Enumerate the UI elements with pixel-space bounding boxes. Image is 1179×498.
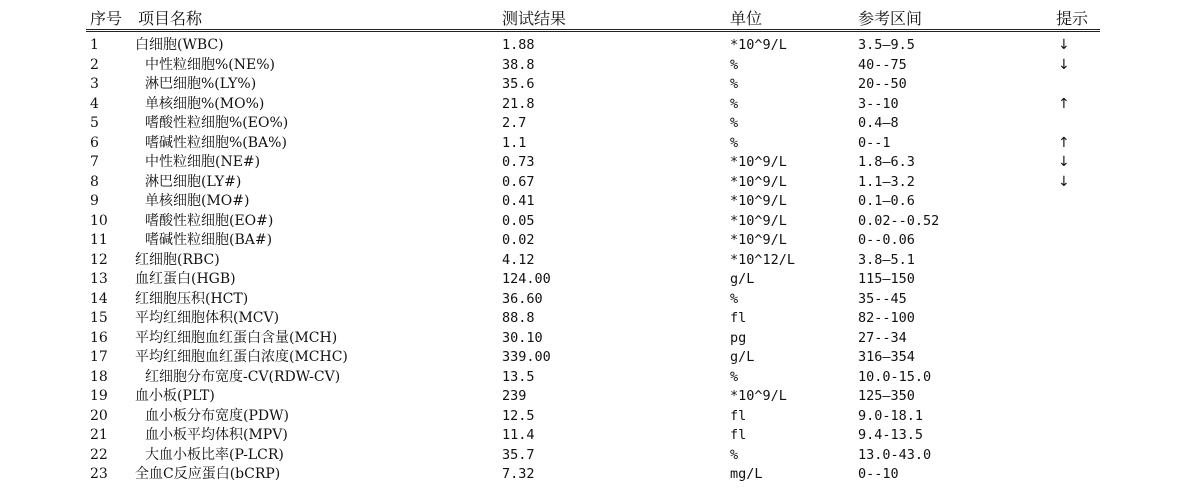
row-number: 8 — [90, 173, 99, 190]
row-number: 2 — [90, 56, 99, 73]
table-row — [0, 173, 1179, 192]
table-row — [0, 75, 1179, 94]
unit: *10^9/L — [730, 212, 787, 229]
item-name: 血小板(PLT) — [135, 388, 215, 404]
reference-range: 0.1—0.6 — [858, 193, 915, 209]
item-name: 平均红细胞血红蛋白含量(MCH) — [135, 329, 338, 346]
table-row — [0, 153, 1179, 172]
row-number: 16 — [90, 329, 108, 346]
test-result: 239 — [502, 388, 527, 404]
unit: % — [730, 368, 739, 385]
unit: *10^9/L — [730, 37, 787, 53]
row-number: 17 — [90, 349, 108, 365]
table-row — [0, 426, 1179, 445]
reference-range: 1.1—3.2 — [858, 173, 915, 190]
unit: fl — [730, 407, 747, 424]
row-number: 7 — [90, 154, 99, 170]
test-result: 339.00 — [502, 349, 551, 365]
row-number: 22 — [90, 446, 108, 463]
row-number: 13 — [90, 271, 108, 287]
flag-arrow-icon: ↓ — [1058, 154, 1070, 170]
table-row — [0, 95, 1179, 114]
unit: *10^9/L — [730, 154, 787, 170]
test-result: 0.05 — [502, 212, 535, 229]
unit: g/L — [730, 349, 755, 365]
item-name: 淋巴细胞(LY#) — [145, 173, 242, 190]
reference-range: 10.0-15.0 — [858, 368, 932, 385]
flag-arrow-icon: ↓ — [1058, 173, 1070, 190]
item-name: 单核细胞(MO#) — [145, 193, 250, 209]
reference-range: 0--1 — [858, 134, 891, 151]
test-result: 11.4 — [502, 427, 535, 443]
flag-arrow-icon: ↓ — [1058, 37, 1070, 53]
item-name: 淋巴细胞%(LY%) — [145, 76, 257, 92]
table-row — [0, 368, 1179, 387]
item-name: 单核细胞%(MO%) — [145, 95, 265, 112]
table-row — [0, 407, 1179, 426]
row-number: 10 — [90, 212, 108, 229]
row-number: 20 — [90, 407, 108, 424]
item-name: 血小板平均体积(MPV) — [145, 427, 288, 443]
unit: mg/L — [730, 466, 763, 482]
item-name: 红细胞分布宽度-CV(RDW-CV) — [145, 368, 341, 385]
unit: *10^12/L — [730, 251, 796, 268]
header-rule-bottom — [86, 31, 1100, 32]
test-result: 13.5 — [502, 368, 535, 385]
test-result: 1.1 — [502, 134, 527, 151]
row-number: 1 — [90, 37, 99, 53]
table-row — [0, 231, 1179, 250]
test-result: 0.02 — [502, 232, 535, 248]
row-number: 4 — [90, 95, 99, 112]
row-number: 14 — [90, 290, 108, 307]
reference-range: 3.5—9.5 — [858, 37, 915, 53]
unit: % — [730, 56, 739, 73]
unit: *10^9/L — [730, 388, 787, 404]
test-result: 0.67 — [502, 173, 535, 190]
test-result: 0.41 — [502, 193, 535, 209]
table-row — [0, 309, 1179, 328]
unit: pg — [730, 329, 747, 346]
table-row — [0, 348, 1179, 367]
reference-range: 125—350 — [858, 388, 915, 404]
header-flag: 提示 — [1056, 9, 1089, 28]
table-row — [0, 192, 1179, 211]
test-result: 7.32 — [502, 466, 535, 482]
unit: *10^9/L — [730, 193, 787, 209]
reference-range: 0.4—8 — [858, 115, 899, 131]
item-name: 嗜酸性粒细胞(EO#) — [145, 212, 274, 229]
item-name: 平均红细胞体积(MCV) — [135, 310, 280, 326]
table-row — [0, 270, 1179, 289]
flag-arrow-icon: ↑ — [1058, 95, 1070, 112]
flag-arrow-icon: ↓ — [1058, 56, 1070, 73]
reference-range: 0--10 — [858, 466, 899, 482]
item-name: 嗜碱性粒细胞%(BA%) — [145, 134, 287, 151]
unit: g/L — [730, 271, 755, 287]
item-name: 血小板分布宽度(PDW) — [145, 407, 289, 424]
test-result: 4.12 — [502, 251, 535, 268]
reference-range: 27--34 — [858, 329, 907, 346]
reference-range: 3--10 — [858, 95, 899, 112]
item-name: 嗜碱性粒细胞(BA#) — [145, 232, 273, 248]
row-number: 12 — [90, 251, 108, 268]
test-result: 124.00 — [502, 271, 551, 287]
table-row — [0, 290, 1179, 309]
header-reference: 参考区间 — [858, 9, 923, 28]
item-name: 血红蛋白(HGB) — [135, 271, 236, 287]
table-row — [0, 212, 1179, 231]
table-header — [90, 6, 1100, 30]
table-row — [0, 56, 1179, 75]
reference-range: 35--45 — [858, 290, 907, 307]
table-row — [0, 251, 1179, 270]
test-result: 38.8 — [502, 56, 535, 73]
row-number: 21 — [90, 427, 108, 443]
unit: % — [730, 446, 739, 463]
unit: % — [730, 134, 739, 151]
item-name: 中性粒细胞%(NE%) — [145, 56, 275, 73]
test-result: 0.73 — [502, 154, 535, 170]
header-no: 序号 — [90, 9, 123, 28]
row-number: 15 — [90, 310, 108, 326]
unit: % — [730, 115, 739, 131]
row-number: 3 — [90, 76, 99, 92]
reference-range: 1.8—6.3 — [858, 154, 915, 170]
table-row — [0, 465, 1179, 484]
reference-range: 0.02--0.52 — [858, 212, 940, 229]
row-number: 9 — [90, 193, 99, 209]
header-name: 项目名称 — [138, 9, 203, 28]
test-result: 30.10 — [502, 329, 543, 346]
table-row — [0, 387, 1179, 406]
item-name: 中性粒细胞(NE#) — [145, 154, 261, 170]
row-number: 11 — [90, 232, 108, 248]
reference-range: 20--50 — [858, 76, 907, 92]
unit: % — [730, 95, 739, 112]
flag-arrow-icon: ↑ — [1058, 134, 1070, 151]
unit: fl — [730, 427, 747, 443]
row-number: 5 — [90, 115, 99, 131]
unit: *10^9/L — [730, 173, 787, 190]
row-number: 23 — [90, 466, 108, 482]
table-row — [0, 446, 1179, 465]
reference-range: 9.4-13.5 — [858, 427, 924, 443]
reference-range: 9.0-18.1 — [858, 407, 924, 424]
unit: % — [730, 290, 739, 307]
reference-range: 316—354 — [858, 349, 915, 365]
reference-range: 0--0.06 — [858, 232, 915, 248]
item-name: 白细胞(WBC) — [135, 37, 224, 53]
item-name: 全血C反应蛋白(bCRP) — [135, 466, 281, 482]
reference-range: 82--100 — [858, 310, 915, 326]
item-name: 红细胞压积(HCT) — [135, 290, 249, 307]
test-result: 88.8 — [502, 310, 535, 326]
reference-range: 115—150 — [858, 271, 915, 287]
unit: % — [730, 76, 739, 92]
header-rule-top — [86, 29, 1100, 30]
table-row — [0, 36, 1179, 55]
test-result: 2.7 — [502, 115, 527, 131]
item-name: 红细胞(RBC) — [135, 251, 220, 268]
reference-range: 3.8—5.1 — [858, 251, 915, 268]
test-result: 1.88 — [502, 37, 535, 53]
reference-range: 13.0-43.0 — [858, 446, 932, 463]
table-row — [0, 114, 1179, 133]
item-name: 平均红细胞血红蛋白浓度(MCHC) — [135, 349, 348, 365]
row-number: 19 — [90, 388, 108, 404]
header-unit: 单位 — [730, 9, 763, 28]
row-number: 18 — [90, 368, 108, 385]
test-result: 35.6 — [502, 76, 535, 92]
item-name: 嗜酸性粒细胞%(EO%) — [145, 115, 289, 131]
unit: fl — [730, 310, 747, 326]
row-number: 6 — [90, 134, 99, 151]
unit: *10^9/L — [730, 232, 787, 248]
test-result: 12.5 — [502, 407, 535, 424]
table-row — [0, 134, 1179, 153]
item-name: 大血小板比率(P-LCR) — [145, 446, 284, 463]
reference-range: 40--75 — [858, 56, 907, 73]
header-result: 测试结果 — [502, 9, 567, 28]
table-row — [0, 329, 1179, 348]
test-result: 21.8 — [502, 95, 535, 112]
test-result: 35.7 — [502, 446, 535, 463]
test-result: 36.60 — [502, 290, 543, 307]
